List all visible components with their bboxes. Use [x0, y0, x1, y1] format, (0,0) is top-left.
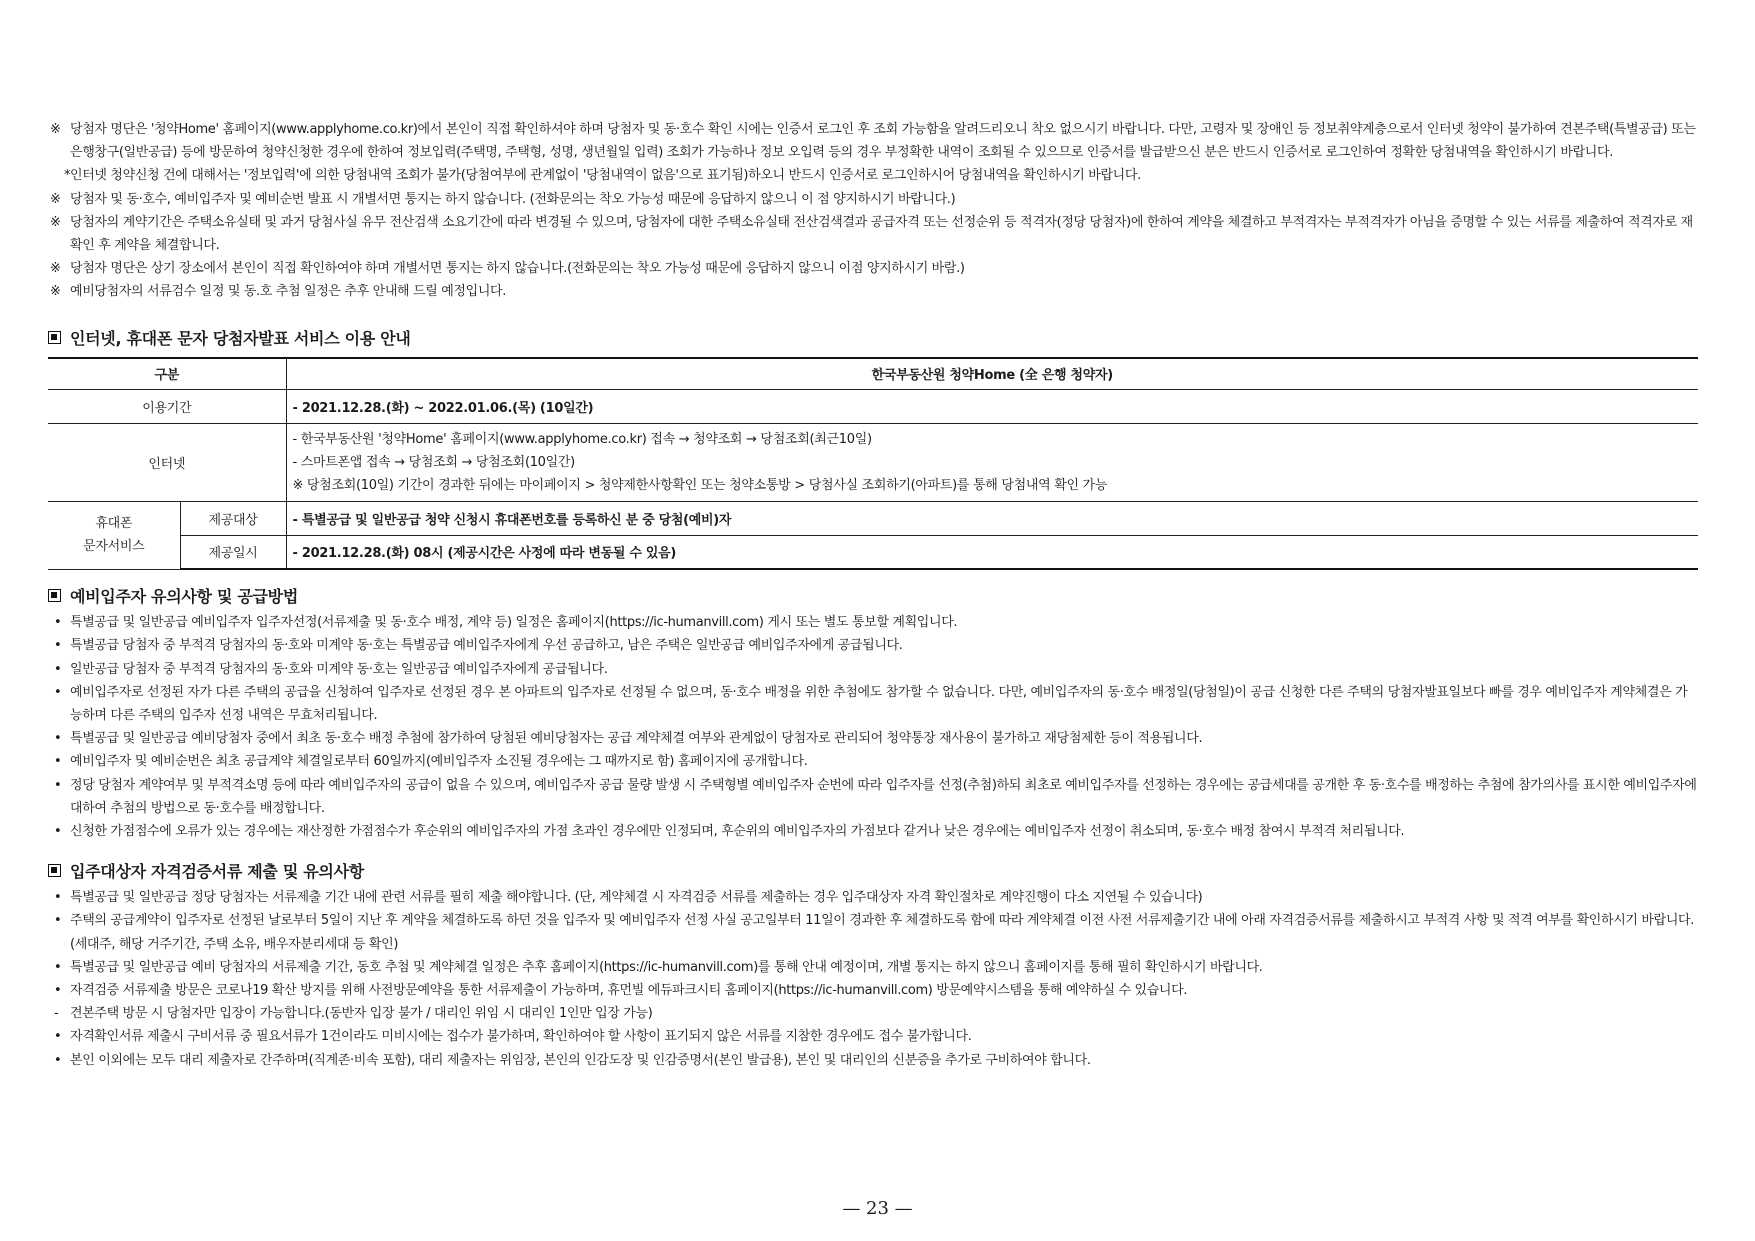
notes-block	[48, 118, 1698, 304]
bullet-dot-icon: •	[54, 823, 62, 839]
row-value-sms-date: - 2021.12.28.(화) 08시 (제공시간은 사정에 따라 변동될 수 있음)	[286, 535, 1698, 569]
list-item	[48, 1049, 1698, 1072]
list-item	[48, 1025, 1698, 1048]
bullet-dot-icon: •	[54, 959, 62, 975]
square-bullet-icon	[48, 331, 61, 344]
reference-mark: ※	[50, 284, 61, 300]
note-item	[48, 118, 1698, 164]
list-item	[48, 634, 1698, 657]
reference-mark: ※	[50, 122, 61, 137]
list-item	[48, 774, 1698, 820]
internet-line: ※ 당첨조회(10일) 기간이 경과한 뒤에는 마이페이지 > 청약제한사항확인 또는 청약소통방 > 당첨사실 조회하기(아파트)를 통해 당첨내역 확인 가능	[292, 477, 1108, 493]
reference-mark: ※	[50, 214, 61, 230]
table-row	[48, 535, 1698, 569]
bullet-dot-icon: •	[54, 731, 62, 747]
internet-line: - 한국부동산원 '청약Home' 홈페이지(www.applyhome.co.kr) 접속 → 청약조회 → 당첨조회(최근10일)	[292, 431, 872, 447]
list-item	[48, 727, 1698, 750]
table-row	[48, 423, 1698, 501]
row-value-internet	[286, 423, 1698, 501]
announcement-service-table	[48, 357, 1698, 571]
note-text: 당첨자 명단은 '청약Home' 홈페이지(www.applyhome.co.kr)에서 본인이 직접 확인하셔야 하며 당첨자 및 동·호수 확인 시에는 인증서 로그인 후 조회 가능함을 알려드리오니 착오 없으시기 바랍니다. 다만, 고령자 및 장애인 등 정보취약계층으로서 인터넷 청약이 불가하여 견본주택(특별공급) 또는 은행창구(일반공급) 등에 방문하여 청약신청한 경우에 한하여 정보입력(주택명, 주택형, 성명, 생년월일 입력) 조회가 가능하나 정보 오입력 등의 경우 부정확한 내역이 조회될 수 있으므로 인증서를 발급받으신 분은 반드시 인증서로 로그인하여 정확한 당첨내역을 확인하시기 바랍니다.	[70, 122, 1696, 161]
list-item-text: 견본주택 방문 시 당첨자만 입장이 가능합니다.(동반자 입장 불가 / 대리인 위임 시 대리인 1인만 입장 가능)	[70, 1006, 653, 1022]
note-item	[48, 211, 1698, 257]
table-row	[48, 389, 1698, 423]
list-item	[48, 658, 1698, 681]
dash-icon: -	[54, 1006, 59, 1022]
bullet-dot-icon: •	[54, 913, 62, 929]
row-label-sms-target: 제공대상	[180, 501, 286, 535]
list-item	[48, 909, 1698, 955]
note-text: 예비당첨자의 서류검수 일정 및 동.호 추첨 일정은 추후 안내해 드릴 예정입니다.	[70, 284, 507, 300]
section-title: 예비입주자 유의사항 및 공급방법	[70, 587, 298, 607]
bullet-dot-icon: •	[54, 890, 62, 906]
list-item-text: 주택의 공급계약이 입주자로 선정된 날로부터 5일이 지난 후 계약을 체결하도록 하던 것을 입주자 및 예비입주자 선정 사실 공고일부터 11일이 경과한 후 체결하도록 함에 따라 계약체결 이전 사전 서류제출기간 내에 아래 자격검증서류를 제출하시고 부적격 사항 및 적격 여부를 확인하시기 바랍니다. (세대주, 해당 거주기간, 주택 소유, 배우자분리세대 등 확인)	[70, 913, 1695, 952]
list-item-text: 예비입주자 및 예비순번은 최초 공급계약 체결일로부터 60일까지(예비입주자 소진될 경우에는 그 때까지로 함) 홈페이지에 공개합니다.	[70, 754, 808, 770]
list-item-text: 정당 당첨자 계약여부 및 부적격소명 등에 따라 예비입주자의 공급이 없을 수 있으며, 예비입주자 공급 물량 발생 시 주택형별 예비입주자 순번에 따라 입주자를 선정(추첨)하되 최초로 예비입주자를 선정하는 경우에는 공급세대를 공개한 후 동·호수를 배정하는 추첨에 참가의사를 표시한 예비입주자에 대하여 추첨의 방법으로 동·호수를 배정합니다.	[70, 777, 1697, 816]
note-text: 당첨자 및 동·호수, 예비입주자 및 예비순번 발표 시 개별서면 통지는 하지 않습니다. (전화문의는 착오 가능성 때문에 응답하지 않으니 이 점 양지하시기 바랍니다.)	[70, 191, 956, 207]
row-label-sms	[48, 501, 180, 569]
bullet-dot-icon: •	[54, 1029, 62, 1045]
list-item	[48, 611, 1698, 634]
internet-line: - 스마트폰앱 접속 → 당첨조회 → 당첨조회(10일간)	[292, 454, 575, 470]
list-item-text: 특별공급 및 일반공급 예비입주자 입주자선정(서류제출 및 동·호수 배정, 계약 등) 일정은 홈페이지(https://ic-humanvill.com) 게시 또는 별도 통보할 계획입니다.	[70, 615, 958, 631]
list-item-text: 특별공급 및 일반공급 예비 당첨자의 서류제출 기간, 동호 추첨 및 계약체결 일정은 추후 홈페이지(https://ic-humanvill.com)를 통해 안내 예정이며, 개별 통지는 하지 않으니 홈페이지를 통해 필히 확인하시기 바랍니다.	[70, 959, 1263, 975]
section-heading	[48, 326, 1698, 349]
bullet-dot-icon: •	[54, 638, 62, 654]
bullet-dot-icon: •	[54, 754, 62, 770]
note-item	[48, 280, 1698, 303]
note-item	[48, 257, 1698, 280]
list-item-text: 특별공급 및 일반공급 정당 당첨자는 서류제출 기간 내에 관련 서류를 필히 제출 해야합니다. (단, 계약체결 시 자격검증 서류를 제출하는 경우 입주대상자 자격 확인절차로 계약진행이 다소 지연될 수 있습니다)	[70, 890, 1203, 906]
row-value-sms-target: - 특별공급 및 일반공급 청약 신청시 휴대폰번호를 등록하신 분 중 당첨(예비)자	[286, 501, 1698, 535]
page-number: — 23 —	[842, 1198, 913, 1219]
note-text: 당첨자 명단은 상기 장소에서 본인이 직접 확인하여야 하며 개별서면 통지는 하지 않습니다.(전화문의는 착오 가능성 때문에 응답하지 않으니 이점 양지하시기 바람.)	[70, 261, 965, 277]
list-item-text: 자격검증 서류제출 방문은 코로나19 확산 방지를 위해 사전방문예약을 통한 서류제출이 가능하며, 휴먼빌 에듀파크시티 홈페이지(https://ic-humanvill.com) 방문예약시스템을 통해 예약하실 수 있습니다.	[70, 982, 1188, 998]
sms-label-line: 휴대폰	[95, 516, 133, 532]
note-text: 인터넷 청약신청 건에 대해서는 '정보입력'에 의한 당첨내역 조회가 불가(당첨여부에 관계없이 '당첨내역이 없음'으로 표기됨)하오니 반드시 인증서로 로그인하시어 당첨내역을 확인하시기 바랍니다.	[70, 168, 1141, 184]
bullet-dot-icon: •	[54, 661, 62, 677]
list-item-text: 일반공급 당첨자 중 부적격 당첨자의 동·호와 미계약 동·호는 일반공급 예비입주자에게 공급됩니다.	[70, 661, 608, 677]
section-title: 입주대상자 자격검증서류 제출 및 유의사항	[70, 862, 364, 882]
header-category: 구분	[48, 358, 286, 390]
bullet-dot-icon: •	[54, 684, 62, 700]
list-item	[48, 979, 1698, 1002]
note-item	[48, 188, 1698, 211]
list-item-text: 자격확인서류 제출시 구비서류 중 필요서류가 1건이라도 미비시에는 접수가 불가하며, 확인하여야 할 사항이 표기되지 않은 서류를 지참한 경우에도 접수 불가합니다.	[70, 1029, 972, 1045]
reference-mark: *	[64, 168, 71, 184]
square-bullet-icon	[48, 864, 61, 877]
document-page	[48, 118, 1698, 1072]
list-item-text: 본인 이외에는 모두 대리 제출자로 간주하며(직계존·비속 포함), 대리 제출자는 위임장, 본인의 인감도장 및 인감증명서(본인 발급용), 본인 및 대리인의 신분증을 추가로 구비하여야 합니다.	[70, 1052, 1091, 1068]
document-submission-list	[48, 886, 1698, 1072]
list-item	[48, 956, 1698, 979]
sms-label-line: 문자서비스	[83, 539, 145, 555]
table-header-row	[48, 358, 1698, 390]
reference-mark: ※	[50, 191, 61, 207]
list-item-text: 신청한 가점점수에 오류가 있는 경우에는 재산정한 가점점수가 후순위의 예비입주자의 가점 초과인 경우에만 인정되며, 후순위의 예비입주자의 가점보다 같거나 낮은 경우에는 예비입주자 선정이 취소되며, 동·호수 배정 참여시 부적격 처리됩니다.	[70, 823, 1405, 839]
note-subitem	[48, 164, 1698, 187]
row-label-sms-date: 제공일시	[180, 535, 286, 569]
section-title: 인터넷, 휴대폰 문자 당첨자발표 서비스 이용 안내	[70, 328, 411, 348]
row-label-internet: 인터넷	[48, 423, 286, 501]
reference-mark: ※	[50, 261, 61, 277]
note-text: 당첨자의 계약기간은 주택소유실태 및 과거 당첨사실 유무 전산검색 소요기간에 따라 변경될 수 있으며, 당첨자에 대한 주택소유실태 전산검색결과 공급자격 또는 선정순위 등 적격자(정당 당첨자)에 한하여 계약을 체결하고 부적격자는 부적격자가 아님을 증명할 수 있는 서류를 제출하여 적격자로 재확인 후 계약을 체결합니다.	[70, 214, 1693, 254]
header-applyhome: 한국부동산원 청약Home (全 은행 청약자)	[286, 358, 1698, 390]
list-item-text: 특별공급 당첨자 중 부적격 당첨자의 동·호와 미계약 동·호는 특별공급 예비입주자에게 우선 공급하고, 남은 주택은 일반공급 예비입주자에게 공급됩니다.	[70, 638, 903, 654]
row-label-period: 이용기간	[48, 389, 286, 423]
list-item	[48, 820, 1698, 843]
list-item-text: 예비입주자로 선정된 자가 다른 주택의 공급을 신청하여 입주자로 선정된 경우 본 아파트의 입주자로 선정될 수 없으며, 동·호수 배정을 위한 추첨에도 참가할 수 없습니다. 다만, 예비입주자의 동·호수 배정일(당첨일)이 공급 신청한 다른 주택의 당첨자발표일보다 빠를 경우 예비입주자 계약체결은 가능하며 다른 주택의 입주자 선정 내역은 무효처리됩니다.	[70, 684, 1688, 723]
square-bullet-icon	[48, 589, 61, 602]
section-heading	[48, 859, 1698, 882]
bullet-dot-icon: •	[54, 615, 62, 631]
section-heading	[48, 584, 1698, 607]
waitlist-notice-list	[48, 611, 1698, 843]
list-item	[48, 750, 1698, 773]
list-item	[48, 886, 1698, 909]
row-value-period: - 2021.12.28.(화) ~ 2022.01.06.(목) (10일간)	[286, 389, 1698, 423]
table-row	[48, 501, 1698, 535]
bullet-dot-icon: •	[54, 777, 62, 793]
list-item	[48, 681, 1698, 727]
bullet-dot-icon: •	[54, 1052, 62, 1068]
list-item	[48, 1002, 1698, 1025]
bullet-dot-icon: •	[54, 982, 62, 998]
list-item-text: 특별공급 및 일반공급 예비당첨자 중에서 최초 동·호수 배정 추첨에 참가하여 당첨된 예비당첨자는 공급 계약체결 여부와 관계없이 당첨자로 관리되어 청약통장 재사용이 불가하고 재당첨제한 등이 적용됩니다.	[70, 731, 1203, 747]
